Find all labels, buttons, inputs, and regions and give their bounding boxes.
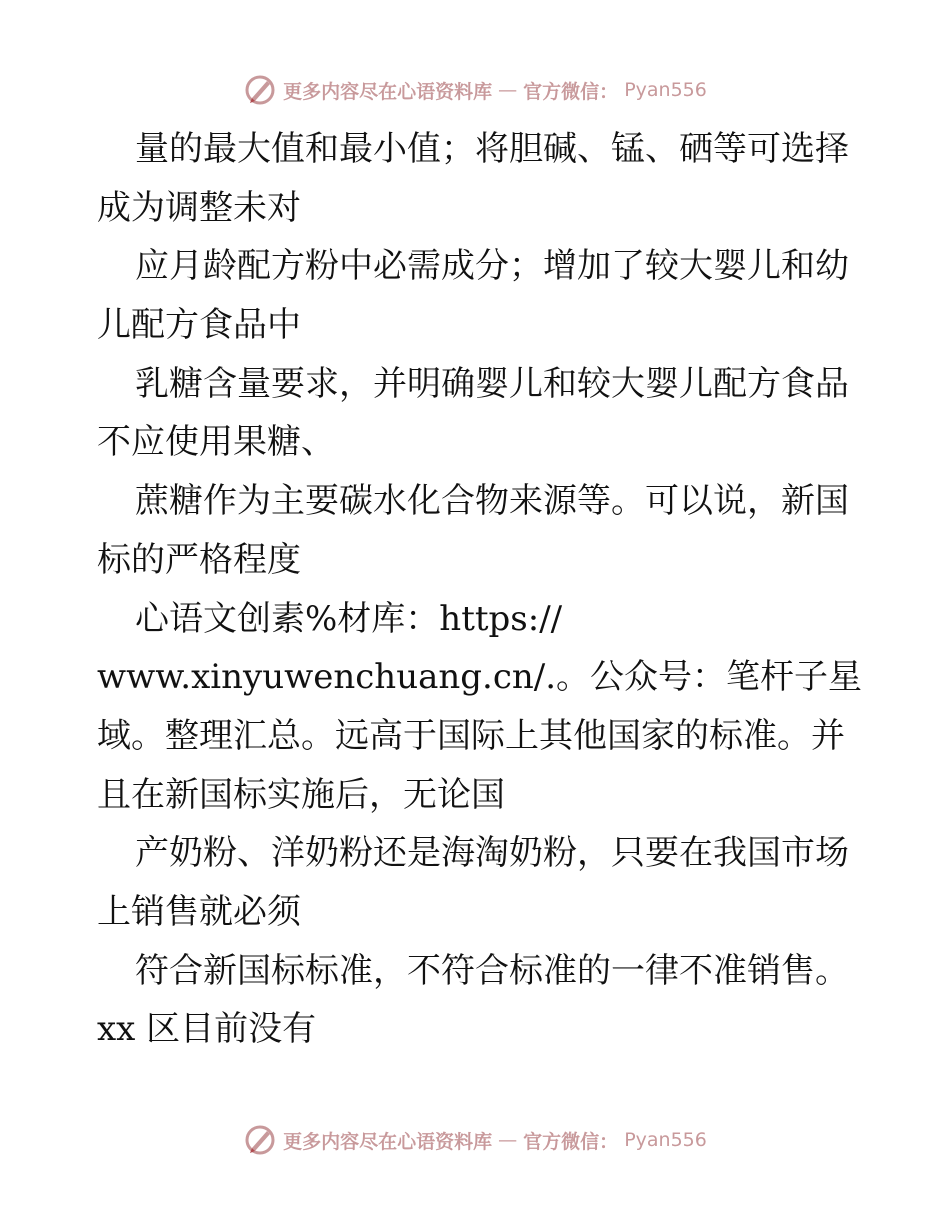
text-line: 上销售就必须 <box>97 891 301 932</box>
banner-separator: — <box>498 79 518 101</box>
text-line: 域。整理汇总。远高于国际上其他国家的标准。并 <box>97 715 845 756</box>
banner-contact-label: 官方微信： <box>523 1130 619 1153</box>
text-line: www.xinyuwenchuang.cn/.。公众号：笔杆子星 <box>97 657 863 698</box>
text-line: 蔗糖作为主要碳水化合物来源等。可以说，新国 <box>135 481 849 522</box>
text-line: 心语文创素%材库：https:// <box>135 598 563 639</box>
text-line: 产奶粉、洋奶粉还是海淘奶粉，只要在我国市场 <box>135 833 849 874</box>
text-line: 应月龄配方粉中必需成分；增加了较大婴儿和幼 <box>135 246 849 287</box>
pen-logo-icon <box>243 73 277 107</box>
pen-logo-icon <box>243 1123 277 1157</box>
text-line: 标的严格程度 <box>97 539 301 580</box>
banner-contact-label: 官方微信： <box>523 80 619 103</box>
text-line: xx 区目前没有 <box>97 1009 317 1050</box>
text-line: 儿配方食品中 <box>97 305 301 346</box>
footer-banner <box>0 1120 950 1160</box>
text-line: 符合新国标标准，不符合标准的一律不准销售。 <box>135 950 849 991</box>
text-line: 量的最大值和最小值；将胆碱、锰、硒等可选择 <box>135 129 849 169</box>
banner-separator: — <box>498 1129 518 1151</box>
body-text <box>97 120 863 1059</box>
text-line: 乳糖含量要求，并明确婴儿和较大婴儿配方食品 <box>135 363 849 404</box>
banner-text: 更多内容尽在心语资料库 <box>283 80 493 103</box>
text-line: 且在新国标实施后，无论国 <box>97 774 505 815</box>
text-line: 不应使用果糖、 <box>97 422 335 463</box>
banner-contact-handle: Pyan556 <box>624 79 707 101</box>
banner-text: 更多内容尽在心语资料库 <box>283 1130 493 1153</box>
banner-contact-handle: Pyan556 <box>624 1129 707 1151</box>
header-banner <box>0 70 950 110</box>
text-line: 成为调整未对 <box>97 187 301 228</box>
